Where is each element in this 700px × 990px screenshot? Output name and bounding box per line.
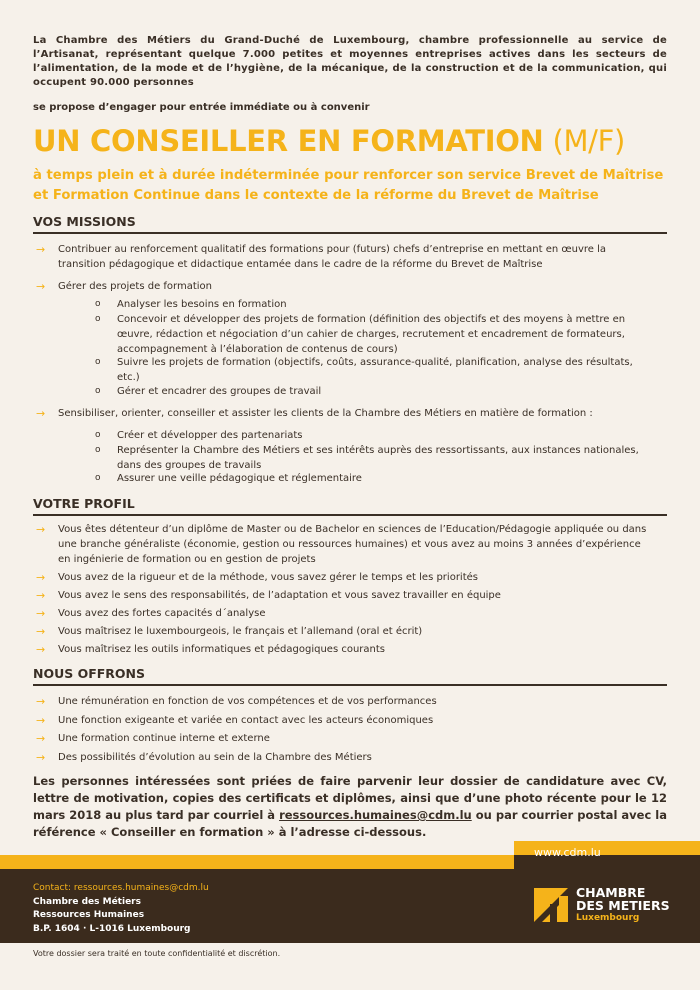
mission-item-1 <box>33 242 667 272</box>
closing-paragraph: Les personnes intéressées sont priées de faire parvenir leur dossier de candidature avec CV, lettre de motivation, copies des certificats et diplômes, ainsi que d’une photo récente pour le 12 mars 2018 au plus tard par courriel à ressources.humaines@cdm.lu ou par courrier postal avec la référence « Conseiller en formation » à l’adresse ci-dessous. <box>33 774 667 839</box>
arrow-right-icon: → <box>36 589 46 602</box>
contact-line: Ressources Humaines <box>33 910 145 920</box>
title-mf: (M/F) <box>543 124 626 158</box>
mission-sub-item: o Analyser les besoins en formation <box>95 299 287 310</box>
circle-bullet-icon: o <box>95 430 101 440</box>
offrons-item: → Une rémunération en fonction de vos compétences et de vos performances <box>36 695 437 708</box>
mission-sub-item: o Gérer et encadrer des groupes de travail <box>95 386 322 397</box>
profil-item: → Vous êtes détenteur d’un diplôme de Master ou de Bachelor en sciences de l’Education/Pédagogie appliquée ou dans une branche généraliste (économie, gestion ou ressources humaines) et vous avez au moins 3 années d’expérience en ingénierie de formation ou en gestion de projets <box>36 523 647 565</box>
mission-item-text: Gérer des projets de formation <box>58 281 212 292</box>
arrow-right-icon: → <box>36 695 46 708</box>
website-link[interactable]: www.cdm.lu <box>534 846 601 859</box>
mission-sub-item: o Assurer une veille pédagogique et réglementaire <box>95 473 362 484</box>
contact-line: B.P. 1604 · L-1016 Luxembourg <box>33 923 191 934</box>
arrow-right-icon: → <box>36 407 46 420</box>
mission-item-3 <box>33 406 667 421</box>
circle-bullet-icon: o <box>95 445 101 455</box>
offrons-item: → Une fonction exigeante et variée en contact avec les acteurs économiques <box>36 714 434 727</box>
circle-bullet-icon: o <box>95 314 101 324</box>
mission-item-text: Sensibiliser, orienter, conseiller et assister les clients de la Chambre des Métiers en matière de formation : <box>58 408 593 419</box>
circle-bullet-icon: o <box>95 386 101 396</box>
profil-item: → Vous maîtrisez les outils informatiques et pédagogiques courants <box>36 643 385 656</box>
profil-item: → Vous avez des fortes capacités d´analyse <box>36 607 266 620</box>
email-link[interactable]: ressources.humaines@cdm.lu <box>279 808 472 822</box>
circle-bullet-icon: o <box>95 299 101 309</box>
arrow-right-icon: → <box>36 280 46 293</box>
mission-item-text: Contribuer au renforcement qualitatif des formations pour (futurs) chefs d’entreprise en mettant en œuvre la transition pédagogique et didactique entamée dans le cadre de la réforme du Brevet de Maîtrise <box>58 244 607 270</box>
propose-line: se propose d’engager pour entrée immédiate ou à convenir <box>33 102 370 113</box>
confidentiality-note: Votre dossier sera traité en toute confidentialité et discrétion. <box>33 949 281 958</box>
contact-line: Chambre des Métiers <box>33 896 141 907</box>
mission-sub-item: o Suivre les projets de formation (objectifs, coûts, assurance-qualité, planification, analyse des résultats, etc.) <box>95 357 633 383</box>
mission-sub-item: o Représenter la Chambre des Métiers et ses intérêts auprès des ressortissants, aux instances nationales, dans des groupes de travails <box>95 445 639 471</box>
arrow-right-icon: → <box>36 625 46 638</box>
intro-paragraph: La Chambre des Métiers du Grand-Duché de Luxembourg, chambre professionnelle au service de l’Artisanat, représentant quelque 7.000 petites et moyennes entreprises actives dans les secteurs de l’alimentation, de la mode et de l’hygiène, de la mécanique, de la construction et de la communication, qui occupent 90.000 personnes <box>33 35 667 88</box>
title-main: UN CONSEILLER EN FORMATION <box>33 124 544 158</box>
cdm-logo-icon <box>534 888 568 922</box>
circle-bullet-icon: o <box>95 473 101 483</box>
section-offrons-heading: NOUS OFFRONS <box>33 666 667 686</box>
profil-item: → Vous avez le sens des responsabilités, de l’adaptation et vous savez travailler en équipe <box>36 589 501 602</box>
profil-item: → Vous avez de la rigueur et de la méthode, vous savez gérer le temps et les priorités <box>36 571 478 584</box>
contact-block <box>33 882 209 936</box>
page-subtitle: à temps plein et à durée indéterminée pour renforcer son service Brevet de Maîtrise et Formation Continue dans le contexte de la réforme du Brevet de Maîtrise <box>33 168 664 203</box>
mission-sub-item: o Créer et développer des partenariats <box>95 430 303 441</box>
arrow-right-icon: → <box>36 523 46 536</box>
section-profil-heading: VOTRE PROFIL <box>33 496 667 516</box>
arrow-right-icon: → <box>36 714 46 727</box>
arrow-right-icon: → <box>36 643 46 656</box>
circle-bullet-icon: o <box>95 357 101 367</box>
mission-item-2 <box>33 279 667 294</box>
arrow-right-icon: → <box>36 607 46 620</box>
cdm-logo-text: CHAMBRE DES METIERS Luxembourg <box>576 885 670 923</box>
arrow-right-icon: → <box>36 751 46 764</box>
arrow-right-icon: → <box>36 732 46 745</box>
mission-sub-item: o Concevoir et développer des projets de formation (définition des objectifs et des moyens à mettre en œuvre, rédaction et négociation d’un cahier de charges, recrutement et encadrement de formateurs, accompagnement à l’élaboration de contenus de cours) <box>95 314 626 355</box>
contact-label: Contact: <box>33 883 74 893</box>
page-title <box>33 124 625 158</box>
offrons-item: → Une formation continue interne et externe <box>36 732 270 745</box>
section-missions-heading: VOS MISSIONS <box>33 214 667 234</box>
arrow-right-icon: → <box>36 571 46 584</box>
contact-email-link[interactable]: ressources.humaines@cdm.lu <box>73 883 209 893</box>
offrons-item: → Des possibilités d’évolution au sein de la Chambre des Métiers <box>36 751 372 764</box>
arrow-right-icon: → <box>36 243 46 256</box>
profil-item: → Vous maîtrisez le luxembourgeois, le français et l’allemand (oral et écrit) <box>36 625 423 638</box>
